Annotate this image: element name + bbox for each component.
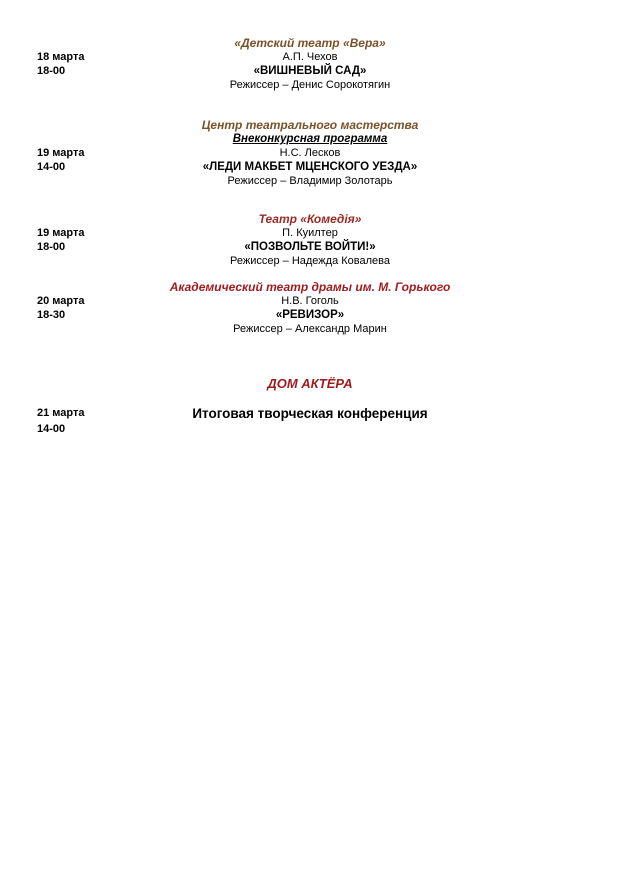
time-label: 18-30 bbox=[37, 309, 66, 321]
play-title: «РЕВИЗОР» bbox=[275, 309, 345, 321]
director-label: Режиссер – Александр Марин bbox=[233, 323, 387, 335]
title-row bbox=[0, 240, 620, 254]
author-row bbox=[0, 146, 620, 160]
author-label: А.П. Чехов bbox=[282, 51, 338, 63]
author-label: П. Куилтер bbox=[282, 227, 338, 239]
time-label: 18-00 bbox=[37, 241, 66, 253]
date-label: 19 марта bbox=[37, 227, 85, 239]
director-row bbox=[0, 78, 620, 92]
finale-block bbox=[0, 376, 620, 438]
schedule-content bbox=[0, 0, 620, 438]
author-row bbox=[0, 226, 620, 240]
venue-heading: Театр «Комедія» bbox=[258, 212, 362, 226]
time-label: 18-00 bbox=[37, 65, 66, 77]
date-label: 20 марта bbox=[37, 295, 85, 307]
play-title: «ВИШНЕВЫЙ САД» bbox=[253, 65, 367, 77]
performance-block bbox=[0, 280, 620, 336]
author-label: Н.С. Лесков bbox=[279, 147, 341, 159]
title-row bbox=[0, 64, 620, 78]
performance-block bbox=[0, 36, 620, 92]
author-label: Н.В. Гоголь bbox=[281, 295, 339, 307]
title-row bbox=[0, 160, 620, 174]
venue-heading: Академический театр драмы им. М. Горького bbox=[169, 280, 451, 294]
date-label: 19 марта bbox=[37, 147, 85, 159]
director-row bbox=[0, 174, 620, 188]
time-label: 14-00 bbox=[37, 161, 66, 173]
director-row bbox=[0, 254, 620, 268]
director-label: Режиссер – Владимир Золотарь bbox=[227, 175, 393, 187]
venue-heading: ДОМ АКТЁРА bbox=[267, 376, 353, 391]
director-row bbox=[0, 322, 620, 336]
author-row bbox=[0, 294, 620, 308]
date-label: 21 марта bbox=[37, 407, 85, 419]
performance-block bbox=[0, 118, 620, 188]
venue-heading: Центр театрального мастерства bbox=[201, 118, 419, 132]
author-row bbox=[0, 50, 620, 64]
performance-block bbox=[0, 212, 620, 268]
director-label: Режиссер – Денис Сорокотягин bbox=[229, 79, 391, 91]
director-label: Режиссер – Надежда Ковалева bbox=[230, 255, 390, 267]
title-row bbox=[0, 308, 620, 322]
finale-event-row bbox=[0, 406, 620, 422]
time-label: 14-00 bbox=[37, 423, 66, 435]
program-subheading: Внеконкурсная программа bbox=[232, 133, 388, 145]
play-title: «ЛЕДИ МАКБЕТ МЦЕНСКОГО УЕЗДА» bbox=[202, 161, 418, 173]
finale-time-row bbox=[0, 422, 620, 438]
play-title: «ПОЗВОЛЬТЕ ВОЙТИ!» bbox=[244, 241, 376, 253]
date-label: 18 марта bbox=[37, 51, 85, 63]
venue-heading: «Детский театр «Вера» bbox=[234, 36, 386, 50]
finale-event-title: Итоговая творческая конференция bbox=[192, 406, 428, 421]
